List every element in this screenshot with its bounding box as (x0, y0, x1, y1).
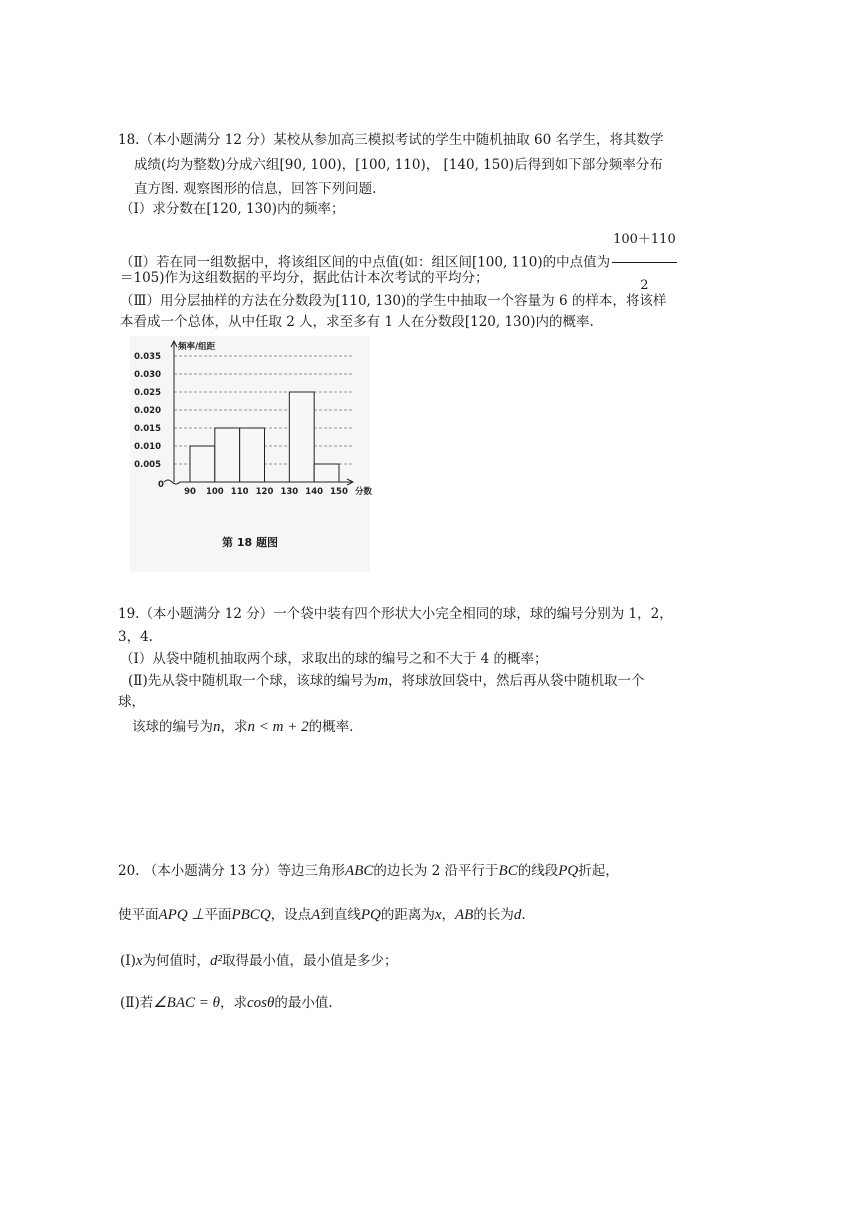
triangle-abc: ABC (345, 863, 374, 879)
origin-label: 0 (158, 480, 164, 490)
var-d: d (513, 907, 522, 923)
var-n: n (213, 719, 221, 735)
q20-text-k: 的长为 (473, 907, 514, 923)
angle-bac: ∠BAC = θ (153, 995, 220, 1011)
q18-part-2-text: （Ⅱ）若在同一组数据中，将该组区间的中点值(如：组区间[100, 110)的中点值为 (120, 254, 611, 271)
x-axis-label: 分数 (355, 487, 373, 497)
q19-part-2-text-a: (Ⅱ)先从袋中随机取一个球，该球的编号为 (128, 673, 378, 689)
q20-text-o: 取得最小值，最小值是多少； (222, 953, 398, 969)
q19-part-2-wrap: 球， (118, 694, 145, 710)
segment-ab: AB (455, 907, 474, 923)
q20-text-d: 折起， (578, 863, 619, 879)
q20-text-n: 为何值时， (142, 953, 211, 969)
q19-line-1: 19.（本小题满分 12 分）一个袋中装有四个形状大小完全相同的球，球的编号分别为 1，2， (118, 606, 673, 622)
fraction-numerator: 100＋110 (612, 220, 677, 263)
q20-part-1 (120, 952, 398, 970)
q19-text-e: 的概率. (308, 719, 354, 735)
q20-text-r: 的最小值. (274, 995, 333, 1011)
segment-bc: BC (498, 863, 518, 879)
q18-part-3: （Ⅲ）用分层抽样的方法在分数段为[110, 130)的学生中抽取一个容量为 6 的样本，将该样 (120, 293, 667, 309)
histogram-bar (314, 464, 339, 482)
figure-caption: 第 18 题图 (222, 536, 278, 549)
fraction-denominator: 2 (640, 278, 649, 293)
q18-part-3-cont: 本看成一个总体，从中任取 2 人，求至多有 1 人在分数段[120, 130)内的概率. (120, 314, 594, 330)
q20-text-m: (Ⅰ) (120, 953, 136, 969)
var-x: x (434, 907, 442, 923)
q20-part-2 (120, 994, 333, 1012)
q20-text-i: 的距离为 (380, 907, 435, 923)
q20-text-l: . (521, 907, 526, 923)
q20-text-b: 的边长为 2 沿平行于 (373, 863, 499, 879)
y-tick-label: 0.020 (134, 406, 161, 416)
q18-part-2-cont: ＝105)作为这组数据的平均分，据此估计本次考试的平均分； (120, 270, 489, 286)
q19-part-1: （Ⅰ）从袋中随机抽取两个球，求取出的球的编号之和不大于 4 的概率； (120, 651, 548, 667)
frequency-histogram (130, 336, 373, 532)
x-tick-label: 110 (230, 487, 249, 497)
x-tick-label: 140 (305, 487, 324, 497)
q18-line-3: 直方图. 观察图形的信息，回答下列问题. (134, 181, 377, 197)
y-tick-label: 0.015 (134, 424, 161, 434)
var-m: m (377, 673, 389, 689)
q20-text-j: ， (441, 907, 455, 923)
d-squared: d² (210, 953, 223, 969)
cos-theta: cosθ (247, 995, 275, 1011)
line-pq: PQ (360, 907, 381, 923)
plane-apq: APQ ⊥ (158, 907, 205, 923)
inequality: n < m + 2 (247, 719, 309, 735)
plane-pbcq: PBCQ (231, 907, 271, 923)
histogram-bar (289, 392, 314, 482)
y-axis-label: 频率/组距 (178, 342, 216, 352)
q19-part-2-text-b: ，将球放回袋中，然后再从袋中随机取一个 (388, 673, 645, 689)
histogram-figure (130, 336, 373, 572)
q18-line-1: 18.（本小题满分 12 分）某校从参加高三模拟考试的学生中随机抽取 60 名学生，将其数学 (118, 132, 664, 148)
q20-text-p: (Ⅱ)若 (120, 995, 154, 1011)
histogram-bar (190, 446, 215, 482)
var-x-2: x (135, 953, 143, 969)
q19-line-2: 3，4. (118, 629, 153, 645)
y-tick-label: 0.005 (134, 460, 161, 470)
x-tick-label: 100 (205, 487, 224, 497)
x-tick-label: 130 (280, 487, 299, 497)
q20-text-q: ，求 (220, 995, 247, 1011)
q19-part-2-cont (132, 718, 353, 736)
q18-line-2: 成绩(均为整数)分成六组[90, 100)，[100, 110)， [140, 150)后得到如下部分频率分布 (134, 157, 663, 173)
q20-line-2 (118, 906, 526, 924)
point-a: A (311, 907, 321, 923)
x-tick-label: 120 (255, 487, 274, 497)
x-tick-label: 90 (184, 487, 196, 497)
q20-text-h: 到直线 (320, 907, 361, 923)
q18-part-1: （Ⅰ）求分数在[120, 130)内的频率； (120, 201, 345, 217)
segment-pq: PQ (558, 863, 579, 879)
q20-text-e: 使平面 (118, 907, 159, 923)
y-tick-label: 0.030 (134, 370, 161, 380)
q20-text-a: 20. （本小题满分 13 分）等边三角形 (118, 863, 346, 879)
q20-text-c: 的线段 (517, 863, 559, 879)
q20-text-g: ，设点 (270, 907, 312, 923)
x-tick-label: 150 (330, 487, 348, 497)
y-tick-label: 0.025 (134, 388, 161, 398)
y-tick-label: 0.035 (134, 352, 161, 362)
q19-text-c: 该球的编号为 (132, 719, 213, 735)
q19-part-2 (128, 672, 645, 690)
q20-line-1 (118, 862, 619, 880)
y-tick-label: 0.010 (134, 442, 161, 452)
histogram-bar (215, 428, 240, 482)
histogram-bar (240, 428, 265, 482)
q20-text-f: 平面 (204, 907, 232, 923)
q19-text-d: ，求 (220, 719, 248, 735)
